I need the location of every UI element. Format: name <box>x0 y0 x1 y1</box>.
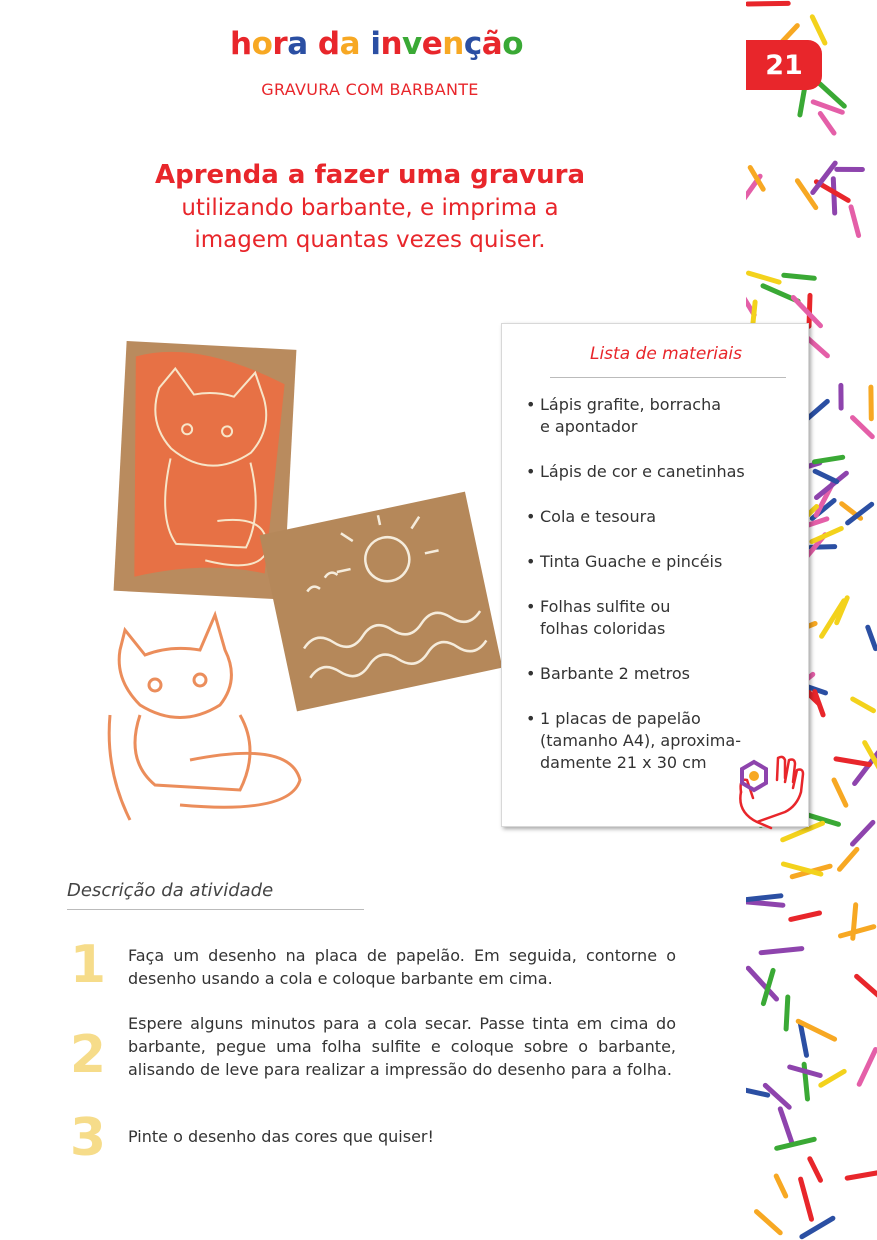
logo-letter: d <box>317 26 340 62</box>
logo-hora-da-invencao <box>230 26 523 62</box>
description-divider <box>67 909 364 910</box>
materials-divider <box>550 377 786 378</box>
logo-letter: ç <box>463 26 482 62</box>
confetti-stroke <box>801 1179 812 1219</box>
confetti-stroke <box>840 849 857 869</box>
confetti-stroke <box>857 976 877 1004</box>
confetti-stroke <box>786 997 788 1029</box>
confetti-stroke <box>757 1212 781 1233</box>
confetti-stroke <box>821 1071 844 1085</box>
step-number: 1 <box>69 935 107 995</box>
confetti-stroke <box>815 471 837 481</box>
description-title: Descrição da atividade <box>67 880 274 901</box>
logo-letter: a <box>287 26 308 62</box>
page-number: 21 <box>746 40 822 90</box>
confetti-stroke <box>791 913 820 919</box>
confetti-stroke <box>777 1139 815 1148</box>
confetti-stroke <box>853 822 873 844</box>
confetti-stroke <box>802 1218 833 1236</box>
confetti-stroke <box>748 3 789 4</box>
confetti-stroke <box>834 780 846 805</box>
confetti-stroke <box>815 457 843 462</box>
logo-letter <box>360 26 370 62</box>
confetti-stroke <box>836 759 869 765</box>
materials-item: • Folhas sulfite ou folhas coloridas <box>526 596 796 640</box>
logo-letter: v <box>402 26 422 62</box>
step-number: 2 <box>69 1025 107 1085</box>
materials-item: • Lápis grafite, borracha e apontador <box>526 394 796 438</box>
confetti-stroke <box>810 1159 821 1181</box>
materials-item: • 1 placas de papelão (tamanho A4), aproxima- damente 21 x 30 cm <box>526 708 796 774</box>
string-print-photo <box>100 320 510 830</box>
confetti-stroke <box>801 1024 807 1055</box>
confetti-stroke <box>746 902 783 906</box>
logo-letter: n <box>380 26 403 62</box>
headline-line1: Aprenda a fazer uma gravura <box>154 160 585 190</box>
headline <box>0 158 740 256</box>
confetti-stroke <box>820 114 834 134</box>
step-text: Espere alguns minutos para a cola secar. Passe tinta em cima do barbante, pegue uma folha sulfite e coloque sobre o barbante, alisando de leve para realizar a impressão do desenho para a folha. <box>128 1014 676 1079</box>
confetti-stroke <box>859 1050 875 1085</box>
step-text: Faça um desenho na placa de papelão. Em seguida, contorne o desenho usando a cola e coloque barbante em cima. <box>128 946 676 988</box>
logo-letter <box>308 26 318 62</box>
confetti-stroke <box>812 529 841 542</box>
confetti-stroke <box>851 207 859 236</box>
materials-item: • Tinta Guache e pincéis <box>526 551 796 573</box>
confetti-stroke <box>847 1173 877 1178</box>
confetti-stroke <box>776 1176 786 1196</box>
logo-letter: a <box>339 26 361 62</box>
confetti-stroke <box>746 1090 768 1095</box>
logo-letter: r <box>272 26 288 62</box>
page-subtitle: GRAVURA COM BARBANTE <box>261 80 479 99</box>
materials-item: • Lápis de cor e canetinhas <box>526 461 796 483</box>
confetti-stroke <box>808 401 827 418</box>
materials-title: Lista de materiais <box>589 344 742 364</box>
confetti-stroke <box>841 927 874 936</box>
step-text: Pinte o desenho das cores que quiser! <box>128 1127 434 1146</box>
step-number: 3 <box>69 1108 107 1168</box>
logo-letter: ã <box>481 26 503 62</box>
confetti-stroke <box>749 273 780 282</box>
hand-with-gear-icon <box>727 752 809 832</box>
materials-item: • Barbante 2 metros <box>526 663 796 685</box>
confetti-stroke <box>780 1109 791 1142</box>
confetti-stroke <box>868 627 876 648</box>
headline-line3: imagem quantas vezes quiser. <box>194 227 546 253</box>
confetti-stroke <box>784 275 815 278</box>
confetti-stroke <box>833 179 834 213</box>
logo-letter: i <box>370 26 381 62</box>
logo-letter: e <box>421 26 443 62</box>
confetti-stroke <box>820 84 844 106</box>
logo-letter: n <box>442 26 464 62</box>
materials-list <box>526 394 796 797</box>
confetti-stroke <box>853 699 874 711</box>
confetti-stroke <box>746 896 781 900</box>
logo-letter: h <box>230 26 252 62</box>
confetti-stroke <box>853 418 873 437</box>
logo-letter: o <box>251 26 273 62</box>
headline-line2: utilizando barbante, e imprima a <box>181 195 559 221</box>
confetti-stroke <box>812 17 825 43</box>
confetti-stroke <box>761 949 802 953</box>
materials-item: • Cola e tesoura <box>526 506 796 528</box>
logo-letter: o <box>502 26 523 62</box>
